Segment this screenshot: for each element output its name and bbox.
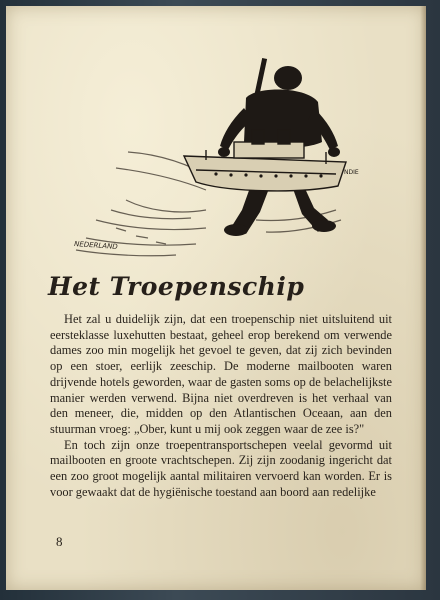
page-edge-shadow — [420, 6, 426, 590]
body-text — [50, 312, 392, 500]
svg-text:NDIE: NDIE — [344, 169, 359, 176]
page-number: 8 — [56, 534, 63, 549]
paragraph-1: Het zal u duidelijk zijn, dat een troepenschip niet uitsluitend uit eersteklasse luxehutten bestaat, geheel erop berekend om verwende dames zoo min mogelijk het gevoel te geven, dat zij zich bevinden op een stoer, eerlijk zeeschip. De moderne mailbooten waren drijvende hotels geworden, waar de gasten soms op de belachelijkste manier werden verwend. Bijna niet overdreven is het verhaal van den meneer, die, midden op den Atlantischen Oceaan, aan den stuurman vroeg: „Ober, kunt u mij ook zeggen waar de zee is?" — [50, 312, 392, 436]
illustration-signature: NEDERLAND — [73, 240, 118, 252]
paragraph-2: En toch zijn onze troepentransportschepen veelal gevormd uit mailbooten en groote vrachtschepen. Zij zijn zoodanig ingericht dat een zoo groot mogelijk aantal militairen vervoerd kan worden. Er is voor gewaakt dat de hygiënische toestand aan boord aan redelijke — [50, 437, 392, 499]
soldier-carrying-ship-illustration — [56, 50, 376, 270]
chapter-title: Het Troepenschip — [48, 272, 305, 301]
